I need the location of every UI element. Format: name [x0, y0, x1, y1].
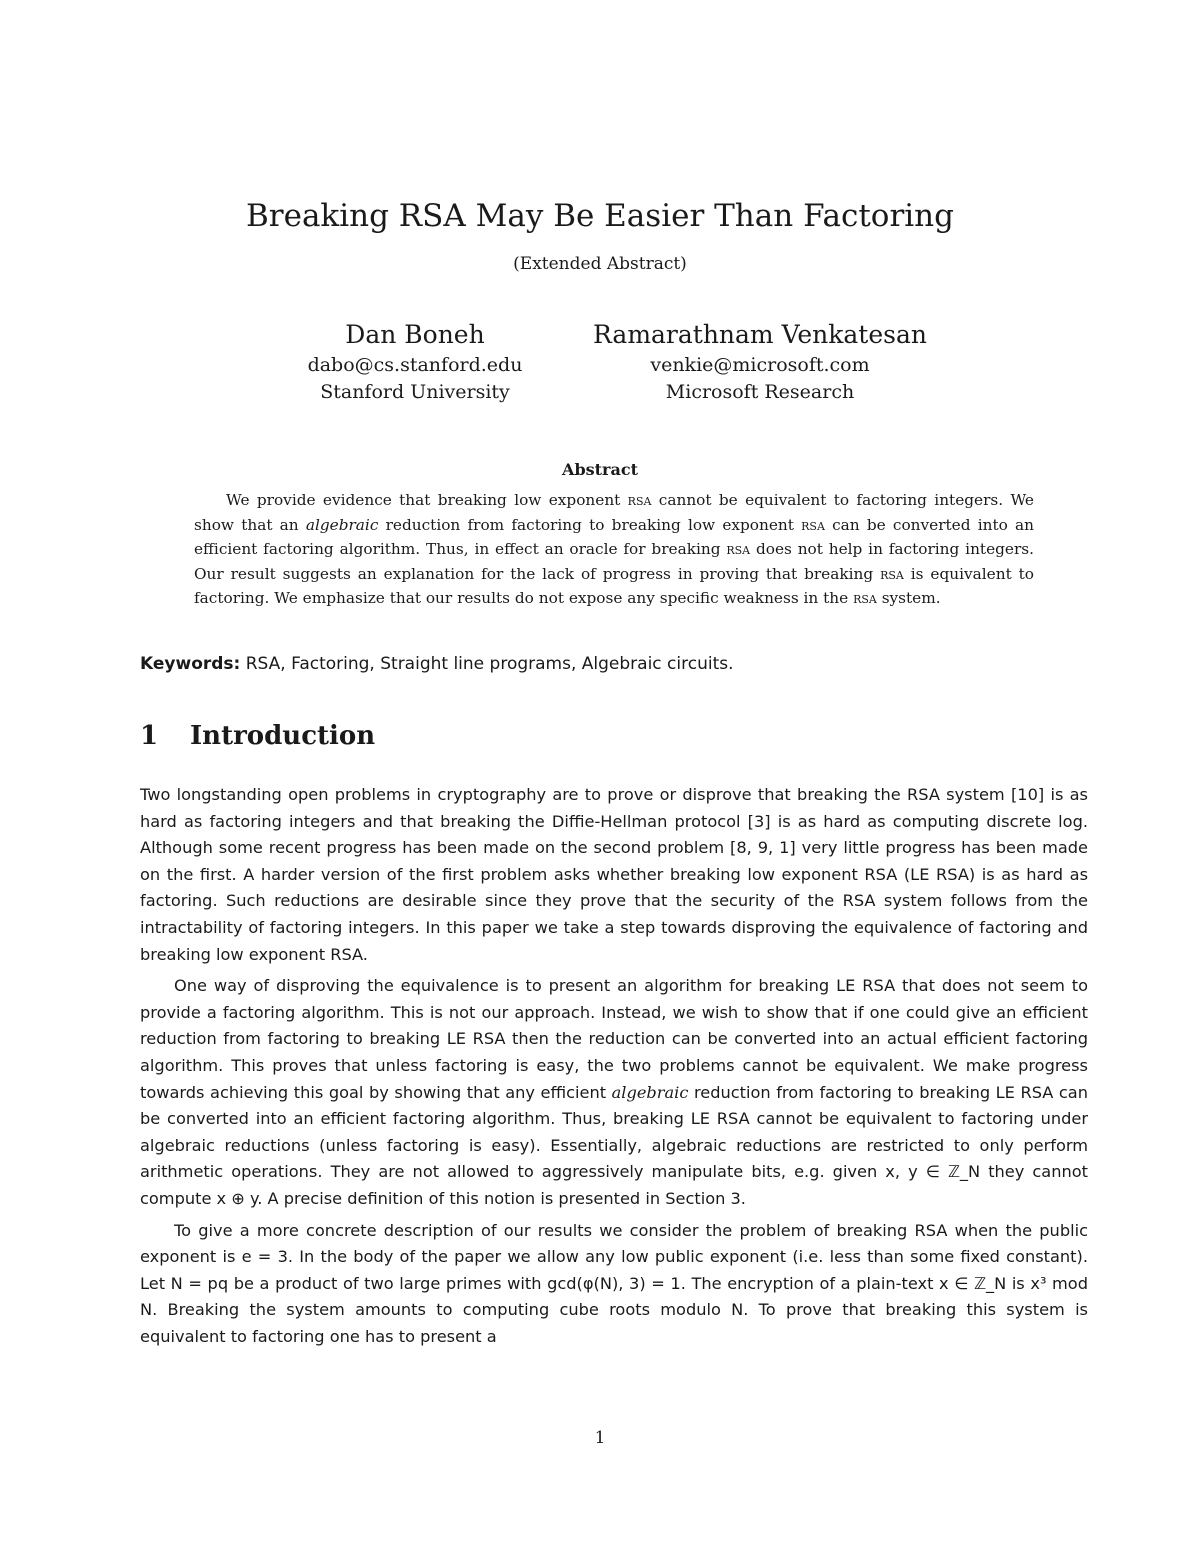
author-name: Ramarathnam Venkatesan [593, 320, 927, 349]
body-paragraph: To give a more concrete description of our results we consider the problem of breaking RSA when the public exponent is e = 3. In the body of the paper we allow any low public exponent (i.e. less than some fixed constant). Let N = pq be a product of two large primes with gcd(φ(N), 3) = 1. The encryption of a plain-text x ∈ ℤ_N is x³ mod N. Breaking the system amounts to computing cube roots modulo N. To prove that breaking this system is equivalent to factoring one has to present a [140, 1220, 1088, 1346]
paper-title: Breaking RSA May Be Easier Than Factoring [246, 198, 954, 234]
body-paragraph: Two longstanding open problems in cryptography are to prove or disprove that breaking the RSA system [10] is as hard as factoring integers and that breaking the Diffie-Hellman protocol [3] is as hard as computing discrete log. Although some recent progress has been made on the second problem [8, 9, 1] very little progress has been made on the first. A harder version of the first problem asks whether breaking low exponent RSA (LE RSA) is as hard as factoring. Such reductions are desirable since they prove that the security of the RSA system follows from the intractability of factoring integers. In this paper we take a step towards disproving the equivalence of factoring and breaking low exponent RSA. [140, 785, 1088, 964]
section-title: Introduction [190, 721, 376, 751]
abstract-text: We provide evidence that breaking low exponent rsa cannot be equivalent to factoring integers. We show that an algebraic reduction from factoring to breaking low exponent rsa can be converted into an efficient factoring algorithm. Thus, in effect an oracle for breaking rsa does not help in factoring integers. Our result suggests an explanation for the lack of progress in proving that breaking rsa is equivalent to factoring. We emphasize that our results do not expose any specific weakness in the rsa system. [194, 491, 1035, 608]
author-affiliation: Stanford University [320, 381, 510, 403]
section-heading [140, 719, 375, 753]
paper-subtitle: (Extended Abstract) [513, 254, 687, 274]
author-email: venkie@microsoft.com [650, 354, 870, 376]
author-block-1 [260, 318, 570, 406]
abstract-heading: Abstract [562, 460, 638, 479]
keywords-line [140, 651, 1090, 677]
author-email: dabo@cs.stanford.edu [307, 354, 523, 376]
body-paragraph: One way of disproving the equivalence is to present an algorithm for breaking LE RSA that does not seem to provide a factoring algorithm. This is not our approach. Instead, we wish to show that if one could give an efficient reduction from factoring to breaking LE RSA then the reduction can be converted into an actual efficient factoring algorithm. This proves that unless factoring is easy, the two problems cannot be equivalent. We make progress towards achieving this goal by showing that any efficient algebraic reduction from factoring to breaking LE RSA can be converted into an efficient factoring algorithm. Thus, breaking LE RSA cannot be equivalent to factoring under algebraic reductions (unless factoring is easy). Essentially, algebraic reductions are restricted to only perform arithmetic operations. They are not allowed to aggressively manipulate bits, e.g. given x, y ∈ ℤ_N they cannot compute x ⊕ y. A precise definition of this notion is presented in Section 3. [140, 976, 1088, 1208]
body-text [140, 782, 1088, 1355]
page-number: 1 [594, 1428, 606, 1448]
author-affiliation: Microsoft Research [665, 381, 855, 403]
section-number: 1 [140, 721, 159, 751]
keywords-text: RSA, Factoring, Straight line programs, Algebraic circuits. [240, 654, 734, 674]
author-block-2 [590, 318, 930, 406]
author-name: Dan Boneh [345, 320, 485, 349]
keywords-label: Keywords: [140, 654, 241, 674]
